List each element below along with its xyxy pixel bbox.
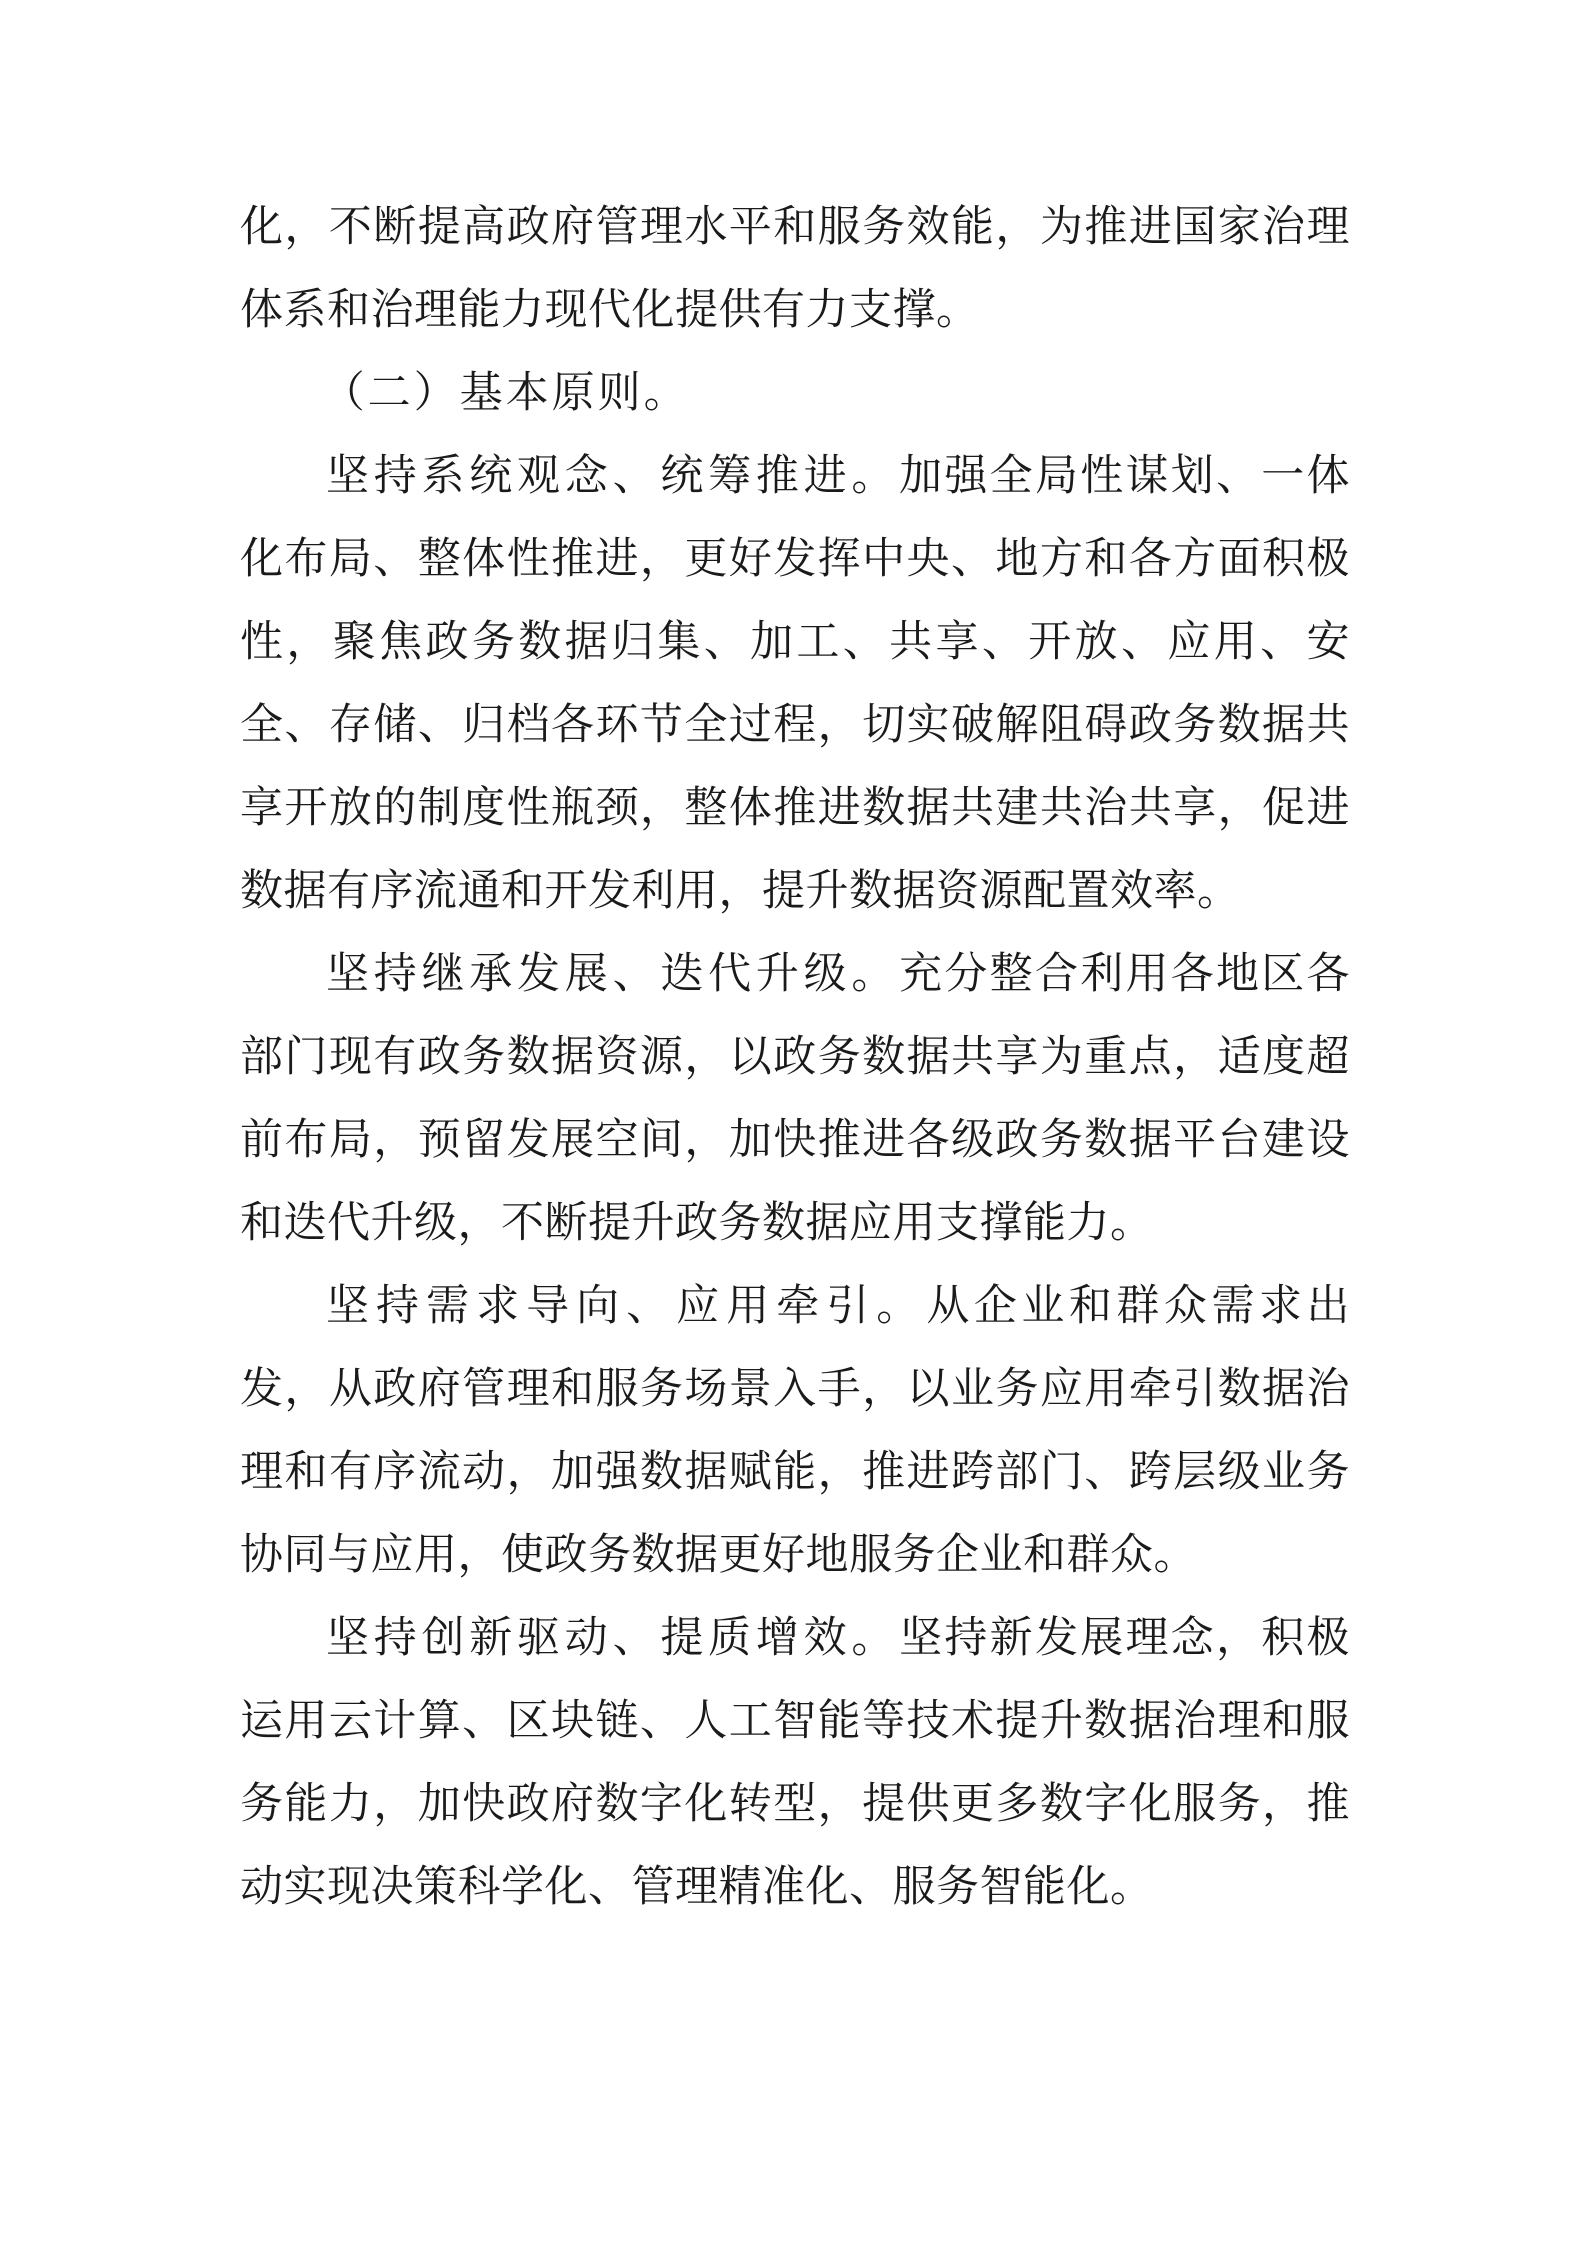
principle-lead-4: 坚持创新驱动、提质增效。 [326, 1613, 900, 1663]
principle-body-3: 从企业和群众需求出发，从政府管理和服务场景入手，以业务应用牵引数据治理和有序流动，加强数据赋能，推进跨部门、跨层级业务协同与应用，使政务数据更好地服务企业和群众。 [240, 1281, 1351, 1580]
principle-body-2: 充分整合利用各地区各部门现有政务数据资源，以政务数据共享为重点，适度超前布局，预留发展空间，加快推进各级政务数据平台建设和迭代升级，不断提升政务数据应用支撑能力。 [240, 949, 1351, 1248]
principle-paragraph-4 [240, 1597, 1350, 1929]
intro-continuation-paragraph: 化，不断提高政府管理水平和服务效能，为推进国家治理体系和治理能力现代化提供有力支撑。 [240, 202, 1350, 335]
section-heading-basic-principles: （二）基本原则。 [321, 368, 690, 418]
principle-lead-2: 坚持继承发展、迭代升级。 [326, 949, 900, 999]
principle-lead-3: 坚持需求导向、应用牵引。 [326, 1281, 927, 1331]
principle-body-4: 坚持新发展理念，积极运用云计算、区块链、人工智能等技术提升数据治理和服务能力，加快政府数字化转型，提供更多数字化服务，推动实现决策科学化、管理精准化、服务智能化。 [240, 1613, 1351, 1912]
principle-paragraph-2 [240, 933, 1350, 1265]
principle-paragraph-3 [240, 1265, 1350, 1597]
principle-lead-1: 坚持系统观念、统筹推进。 [326, 451, 900, 501]
document-page [240, 186, 1350, 1929]
principle-paragraph-1 [240, 435, 1350, 933]
principle-body-1: 加强全局性谋划、一体化布局、整体性推进，更好发挥中央、地方和各方面积极性，聚焦政务数据归集、加工、共享、开放、应用、安全、存储、归档各环节全过程，切实破解阻碍政务数据共享开放的制度性瓶颈，整体推进数据共建共治共享，促进数据有序流通和开发利用，提升数据资源配置效率。 [240, 451, 1351, 916]
